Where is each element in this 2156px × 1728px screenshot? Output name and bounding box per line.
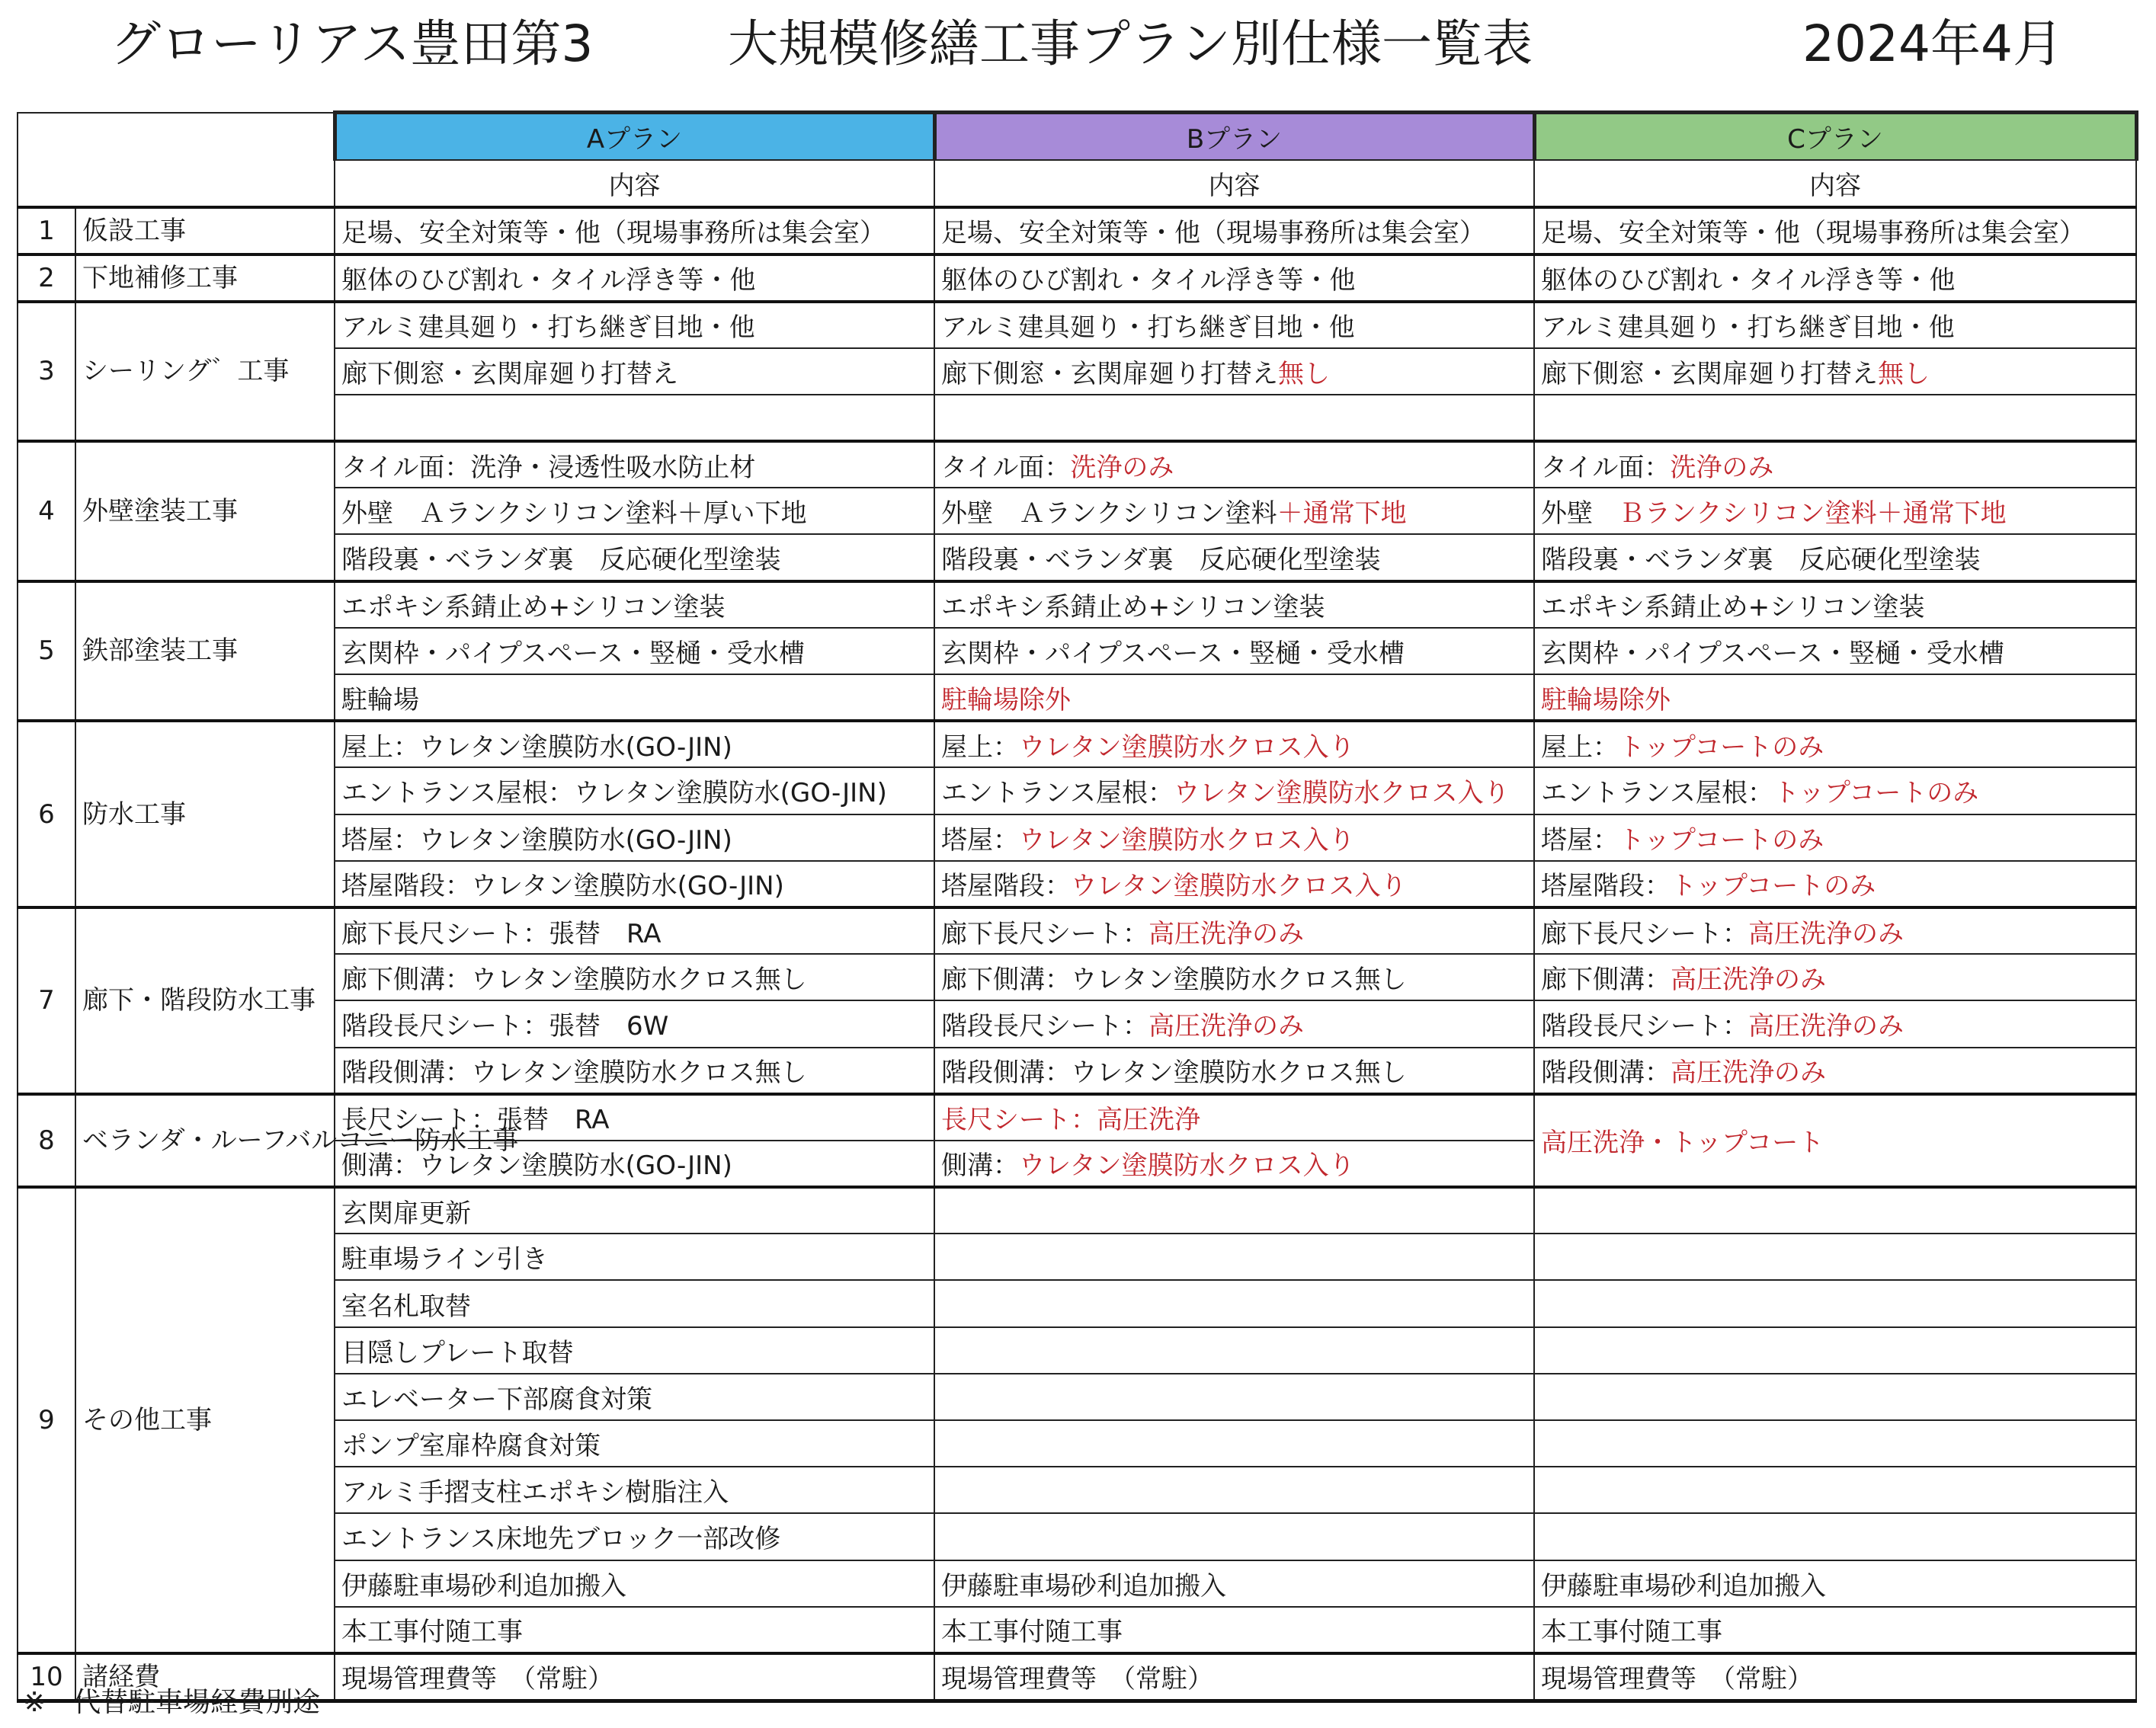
section-category: ベランダ・ルーフバルコニー防水工事 — [75, 1094, 335, 1187]
cell-text: 躯体のひび割れ・タイル浮き等・他 — [941, 265, 1356, 296]
plan-c-cell — [1534, 1607, 2136, 1653]
difference-text: ウレタン塗膜防水クロス入り — [1019, 1150, 1355, 1182]
cell-text: 階段長尺シート： — [1541, 1011, 1748, 1042]
plan-b-cell — [934, 954, 1534, 1000]
plan-c-cell — [1534, 861, 2136, 907]
cell-text: 玄関枠・パイプスペース・竪樋・受水槽 — [341, 638, 805, 669]
cell-text: 塔屋： — [1541, 824, 1619, 856]
plan-c-cell — [1534, 674, 2136, 721]
cell-text: ポンプ室扉枠腐食対策 — [341, 1431, 601, 1462]
plan-c-cell — [1534, 1234, 2136, 1280]
plan-a-cell — [335, 1374, 934, 1420]
plan-b-cell — [934, 488, 1534, 534]
plan-a-cell — [335, 1234, 934, 1280]
plan-a-cell — [335, 441, 934, 488]
cell-text: 塔屋階段： — [1541, 871, 1671, 902]
plan-c-cell — [1534, 1187, 2136, 1234]
cell-text: タイル面： — [941, 452, 1071, 483]
cell-text: 現場管理費等 （常駐） — [941, 1664, 1213, 1695]
cell-text: エントランス屋根： — [1541, 778, 1773, 809]
plan-a-cell — [335, 1048, 934, 1094]
plan-c-cell — [1534, 1653, 2136, 1701]
plan-c-cell — [1534, 1280, 2136, 1326]
cell-text: 屋上： — [941, 731, 1019, 763]
difference-text: トップコートのみ — [1773, 778, 1979, 809]
plan-header-c: Cプラン — [1534, 113, 2136, 160]
plan-b-cell — [934, 1513, 1534, 1560]
difference-text: 高圧洗浄のみ — [1671, 965, 1826, 996]
plan-c-cell — [1534, 721, 2136, 767]
plan-a-cell — [335, 1560, 934, 1607]
cell-text: 足場、安全対策等・他（現場事務所は集会室） — [341, 218, 886, 248]
plan-a-cell — [335, 1094, 934, 1141]
cell-text: 階段側溝：ウレタン塗膜防水クロス無し — [341, 1058, 807, 1089]
cell-text: 廊下側窓・玄関扉廻り打替え — [1541, 358, 1878, 389]
difference-text: 高圧洗浄のみ — [1748, 1011, 1904, 1042]
section-number: 5 — [18, 581, 75, 722]
plan-a-cell — [335, 861, 934, 907]
plan-b-cell — [934, 1187, 1534, 1234]
plan-a-cell — [335, 1513, 934, 1560]
plan-b-cell — [934, 1653, 1534, 1701]
plan-b-cell — [934, 907, 1534, 954]
cell-text: 目隠しプレート取替 — [341, 1337, 574, 1368]
plan-a-cell — [335, 207, 934, 254]
cell-text: 本工事付随工事 — [1541, 1617, 1722, 1648]
cell-text: 玄関枠・パイプスペース・竪樋・受水槽 — [1541, 638, 2004, 669]
cell-text: 階段側溝：ウレタン塗膜防水クロス無し — [941, 1058, 1407, 1089]
plan-c-cell — [1534, 441, 2136, 488]
plan-subheader-c: 内容 — [1534, 160, 2136, 207]
difference-text: トップコートのみ — [1671, 871, 1876, 902]
plan-b-cell — [934, 674, 1534, 721]
difference-text: トップコートのみ — [1619, 824, 1824, 856]
cell-text: 伊藤駐車場砂利追加搬入 — [941, 1570, 1226, 1602]
plan-a-cell — [335, 628, 934, 674]
plan-c-cell — [1534, 1513, 2136, 1560]
cell-text: 階段裏・ベランダ裏 反応硬化型塗装 — [1541, 545, 1981, 576]
cell-text: 廊下長尺シート： — [941, 918, 1148, 949]
plan-a-cell — [335, 581, 934, 628]
plan-a-cell — [335, 1327, 934, 1374]
cell-text: 足場、安全対策等・他（現場事務所は集会室） — [941, 218, 1485, 248]
difference-text: 駐輪場除外 — [941, 684, 1071, 715]
difference-text: 高圧洗浄のみ — [1148, 1011, 1304, 1042]
plan-c-cell — [1534, 907, 2136, 954]
plan-c-cell — [1534, 302, 2136, 348]
cell-text: 本工事付随工事 — [341, 1617, 523, 1648]
difference-text: 高圧洗浄のみ — [1148, 918, 1304, 949]
difference-text: ＋通常下地 — [1277, 498, 1407, 530]
plan-b-cell — [934, 1234, 1534, 1280]
cell-text: 駐輪場 — [341, 684, 419, 715]
plan-c-cell — [1534, 1560, 2136, 1607]
plan-c-cell — [1534, 1094, 2136, 1187]
plan-a-cell — [335, 1187, 934, 1234]
document-title: 大規模修繕工事プラン別仕様一覧表 — [728, 14, 1533, 73]
cell-text: 現場管理費等 （常駐） — [1541, 1664, 1813, 1695]
plan-b-cell — [934, 767, 1534, 814]
plan-a-cell — [335, 1280, 934, 1326]
plan-b-cell — [934, 1420, 1534, 1467]
cell-text: 足場、安全対策等・他（現場事務所は集会室） — [1541, 218, 2085, 248]
plan-c-cell — [1534, 254, 2136, 302]
difference-text: 無し — [1878, 358, 1930, 389]
cell-text: エレベーター下部腐食対策 — [341, 1384, 652, 1415]
difference-text: 高圧洗浄のみ — [1671, 1058, 1826, 1089]
plan-c-cell — [1534, 1420, 2136, 1467]
section-category: 下地補修工事 — [75, 254, 335, 302]
cell-text: 階段裏・ベランダ裏 反応硬化型塗装 — [941, 545, 1381, 576]
cell-text: 廊下側窓・玄関扉廻り打替え — [341, 358, 678, 389]
cell-text: エポキシ系錆止め+シリコン塗装 — [941, 592, 1325, 623]
plan-c-cell — [1534, 348, 2136, 395]
cell-text: エントランス屋根：ウレタン塗膜防水(GO-JIN) — [341, 778, 887, 809]
plan-header-b: Bプラン — [934, 113, 1534, 160]
plan-a-cell — [335, 254, 934, 302]
plan-b-cell — [934, 1048, 1534, 1094]
plan-c-cell — [1534, 814, 2136, 861]
plan-b-cell — [934, 1280, 1534, 1326]
difference-text: ウレタン塗膜防水クロス入り — [1019, 824, 1355, 856]
cell-text: 塔屋： — [941, 824, 1019, 856]
cell-text: アルミ手摺支柱エポキシ樹脂注入 — [341, 1477, 729, 1509]
plan-b-cell — [934, 721, 1534, 767]
cell-text: 階段長尺シート：張替 6W — [341, 1011, 669, 1042]
plan-b-cell — [934, 1467, 1534, 1513]
building-name: グローリアス豊田第3 — [111, 14, 594, 73]
plan-c-cell — [1534, 488, 2136, 534]
plan-c-cell — [1534, 1327, 2136, 1374]
cell-text: エントランス床地先ブロック一部改修 — [341, 1524, 781, 1555]
section-number: 8 — [18, 1094, 75, 1187]
section-category: 諸経費 — [75, 1653, 335, 1701]
section-category: 廊下・階段防水工事 — [75, 907, 335, 1094]
plan-b-cell — [934, 302, 1534, 348]
section-category: 外壁塗装工事 — [75, 441, 335, 581]
cell-text: 側溝：ウレタン塗膜防水(GO-JIN) — [341, 1150, 732, 1182]
plan-c-cell — [1534, 954, 2136, 1000]
plan-a-cell — [335, 1420, 934, 1467]
cell-text: 屋上：ウレタン塗膜防水(GO-JIN) — [341, 731, 732, 763]
cell-text: アルミ建具廻り・打ち継ぎ目地・他 — [941, 312, 1355, 344]
cell-text: 塔屋階段：ウレタン塗膜防水(GO-JIN) — [341, 871, 784, 902]
cell-text: 躯体のひび割れ・タイル浮き等・他 — [1541, 265, 1956, 296]
plan-b-cell — [934, 395, 1534, 441]
plan-b-cell — [934, 814, 1534, 861]
plan-b-cell — [934, 1607, 1534, 1653]
section-category: 鉄部塗装工事 — [75, 581, 335, 722]
plan-b-cell — [934, 534, 1534, 581]
plan-a-cell — [335, 1467, 934, 1513]
difference-text: ウレタン塗膜防水クロス入り — [1071, 871, 1407, 902]
cell-text: 廊下側窓・玄関扉廻り打替え — [941, 358, 1278, 389]
cell-text: 玄関扉更新 — [341, 1198, 471, 1229]
plan-c-cell — [1534, 767, 2136, 814]
cell-text: 廊下側溝：ウレタン塗膜防水クロス無し — [341, 965, 807, 996]
document-date: 2024年4月 — [1802, 14, 2063, 73]
plan-subheader-b: 内容 — [934, 160, 1534, 207]
cell-text: タイル面：洗浄・浸透性吸水防止材 — [341, 452, 756, 483]
cell-text: 廊下長尺シート： — [1541, 918, 1748, 949]
plan-b-cell — [934, 861, 1534, 907]
cell-text: 玄関枠・パイプスペース・竪樋・受水槽 — [941, 638, 1405, 669]
plan-a-cell — [335, 1141, 934, 1187]
section-number: 2 — [18, 254, 75, 302]
plan-a-cell — [335, 1000, 934, 1047]
difference-text: 洗浄のみ — [1670, 452, 1774, 483]
plan-c-cell — [1534, 1467, 2136, 1513]
section-number: 1 — [18, 207, 75, 254]
plan-c-cell — [1534, 581, 2136, 628]
plan-b-cell — [934, 581, 1534, 628]
plan-b-cell — [934, 628, 1534, 674]
section-number: 4 — [18, 441, 75, 581]
plan-a-cell — [335, 767, 934, 814]
plan-c-cell — [1534, 1048, 2136, 1094]
plan-a-cell — [335, 674, 934, 721]
plan-b-cell — [934, 254, 1534, 302]
plan-a-cell — [335, 534, 934, 581]
cell-text: 塔屋：ウレタン塗膜防水(GO-JIN) — [341, 824, 732, 856]
difference-text: 洗浄のみ — [1070, 452, 1174, 483]
cell-text: 伊藤駐車場砂利追加搬入 — [1541, 1570, 1826, 1602]
cell-text: タイル面： — [1541, 452, 1671, 483]
cell-text: 階段裏・ベランダ裏 反応硬化型塗装 — [341, 545, 781, 576]
cell-text: 外壁 Ａランクシリコン塗料＋厚い下地 — [341, 498, 807, 530]
footnote: ※ 代替駐車場経費別途 — [23, 1687, 321, 1718]
plan-c-cell — [1534, 1374, 2136, 1420]
cell-text: 伊藤駐車場砂利追加搬入 — [341, 1570, 626, 1602]
difference-text: 高圧洗浄のみ — [1748, 918, 1904, 949]
difference-text: 高圧洗浄・トップコート — [1541, 1128, 1824, 1159]
section-category: 仮設工事 — [75, 207, 335, 254]
cell-text: 廊下長尺シート：張替 RA — [341, 918, 662, 949]
plan-b-cell — [934, 1094, 1534, 1141]
plan-a-cell — [335, 814, 934, 861]
section-number: 7 — [18, 907, 75, 1094]
section-category: シーリング゛工事 — [75, 302, 335, 442]
difference-text: Ｂランクシリコン塗料＋通常下地 — [1619, 498, 2007, 530]
cell-text: アルミ建具廻り・打ち継ぎ目地・他 — [341, 312, 755, 344]
cell-text: 外壁 Ａランクシリコン塗料 — [941, 498, 1277, 530]
plan-c-cell — [1534, 534, 2136, 581]
difference-text: 無し — [1278, 358, 1330, 389]
section-number: 9 — [18, 1187, 75, 1653]
cell-text: 躯体のひび割れ・タイル浮き等・他 — [341, 265, 756, 296]
cell-text: エポキシ系錆止め+シリコン塗装 — [1541, 592, 1925, 623]
cell-text: 室名札取替 — [341, 1291, 471, 1322]
section-category: 防水工事 — [75, 721, 335, 907]
cell-text: 屋上： — [1541, 731, 1619, 763]
cell-text: 側溝： — [941, 1150, 1019, 1182]
plan-b-cell — [934, 1000, 1534, 1047]
plan-a-cell — [335, 1653, 934, 1701]
plan-a-cell — [335, 395, 934, 441]
difference-text: 長尺シート：高圧洗浄 — [941, 1105, 1200, 1136]
plan-a-cell — [335, 721, 934, 767]
plan-b-cell — [934, 1141, 1534, 1187]
plan-header-a: Aプラン — [335, 113, 934, 160]
cell-text: 本工事付随工事 — [941, 1617, 1123, 1648]
difference-text: ウレタン塗膜防水クロス入り — [1019, 731, 1355, 763]
difference-text: トップコートのみ — [1619, 731, 1824, 763]
plan-subheader-a: 内容 — [335, 160, 934, 207]
plan-c-cell — [1534, 395, 2136, 441]
plan-a-cell — [335, 302, 934, 348]
plan-b-cell — [934, 1327, 1534, 1374]
cell-text: 外壁 — [1541, 498, 1619, 530]
plan-b-cell — [934, 1374, 1534, 1420]
cell-text: 駐車場ライン引き — [341, 1244, 548, 1275]
section-number: 3 — [18, 302, 75, 442]
plan-spec-table — [17, 110, 2138, 1703]
difference-text: ウレタン塗膜防水クロス入り — [1173, 778, 1510, 809]
corner-cell — [18, 113, 335, 207]
cell-text: 廊下側溝：ウレタン塗膜防水クロス無し — [941, 965, 1407, 996]
plan-b-cell — [934, 441, 1534, 488]
plan-c-cell — [1534, 628, 2136, 674]
plan-c-cell — [1534, 1000, 2136, 1047]
difference-text: 駐輪場除外 — [1541, 684, 1671, 715]
cell-text: エントランス屋根： — [941, 778, 1174, 809]
cell-text: エポキシ系錆止め+シリコン塗装 — [341, 592, 726, 623]
cell-text: 階段長尺シート： — [941, 1011, 1148, 1042]
cell-text: 廊下側溝： — [1541, 965, 1671, 996]
section-number: 6 — [18, 721, 75, 907]
section-category: その他工事 — [75, 1187, 335, 1653]
plan-a-cell — [335, 488, 934, 534]
plan-b-cell — [934, 348, 1534, 395]
cell-text: 現場管理費等 （常駐） — [341, 1664, 613, 1695]
section-number: 10 — [18, 1653, 75, 1701]
plan-a-cell — [335, 1607, 934, 1653]
cell-text: 階段側溝： — [1541, 1058, 1671, 1089]
plan-a-cell — [335, 954, 934, 1000]
cell-text: 長尺シート：張替 RA — [341, 1105, 610, 1136]
plan-b-cell — [934, 1560, 1534, 1607]
cell-text: 塔屋階段： — [941, 871, 1071, 902]
plan-a-cell — [335, 348, 934, 395]
plan-c-cell — [1534, 207, 2136, 254]
plan-b-cell — [934, 207, 1534, 254]
cell-text: アルミ建具廻り・打ち継ぎ目地・他 — [1541, 312, 1955, 344]
plan-a-cell — [335, 907, 934, 954]
